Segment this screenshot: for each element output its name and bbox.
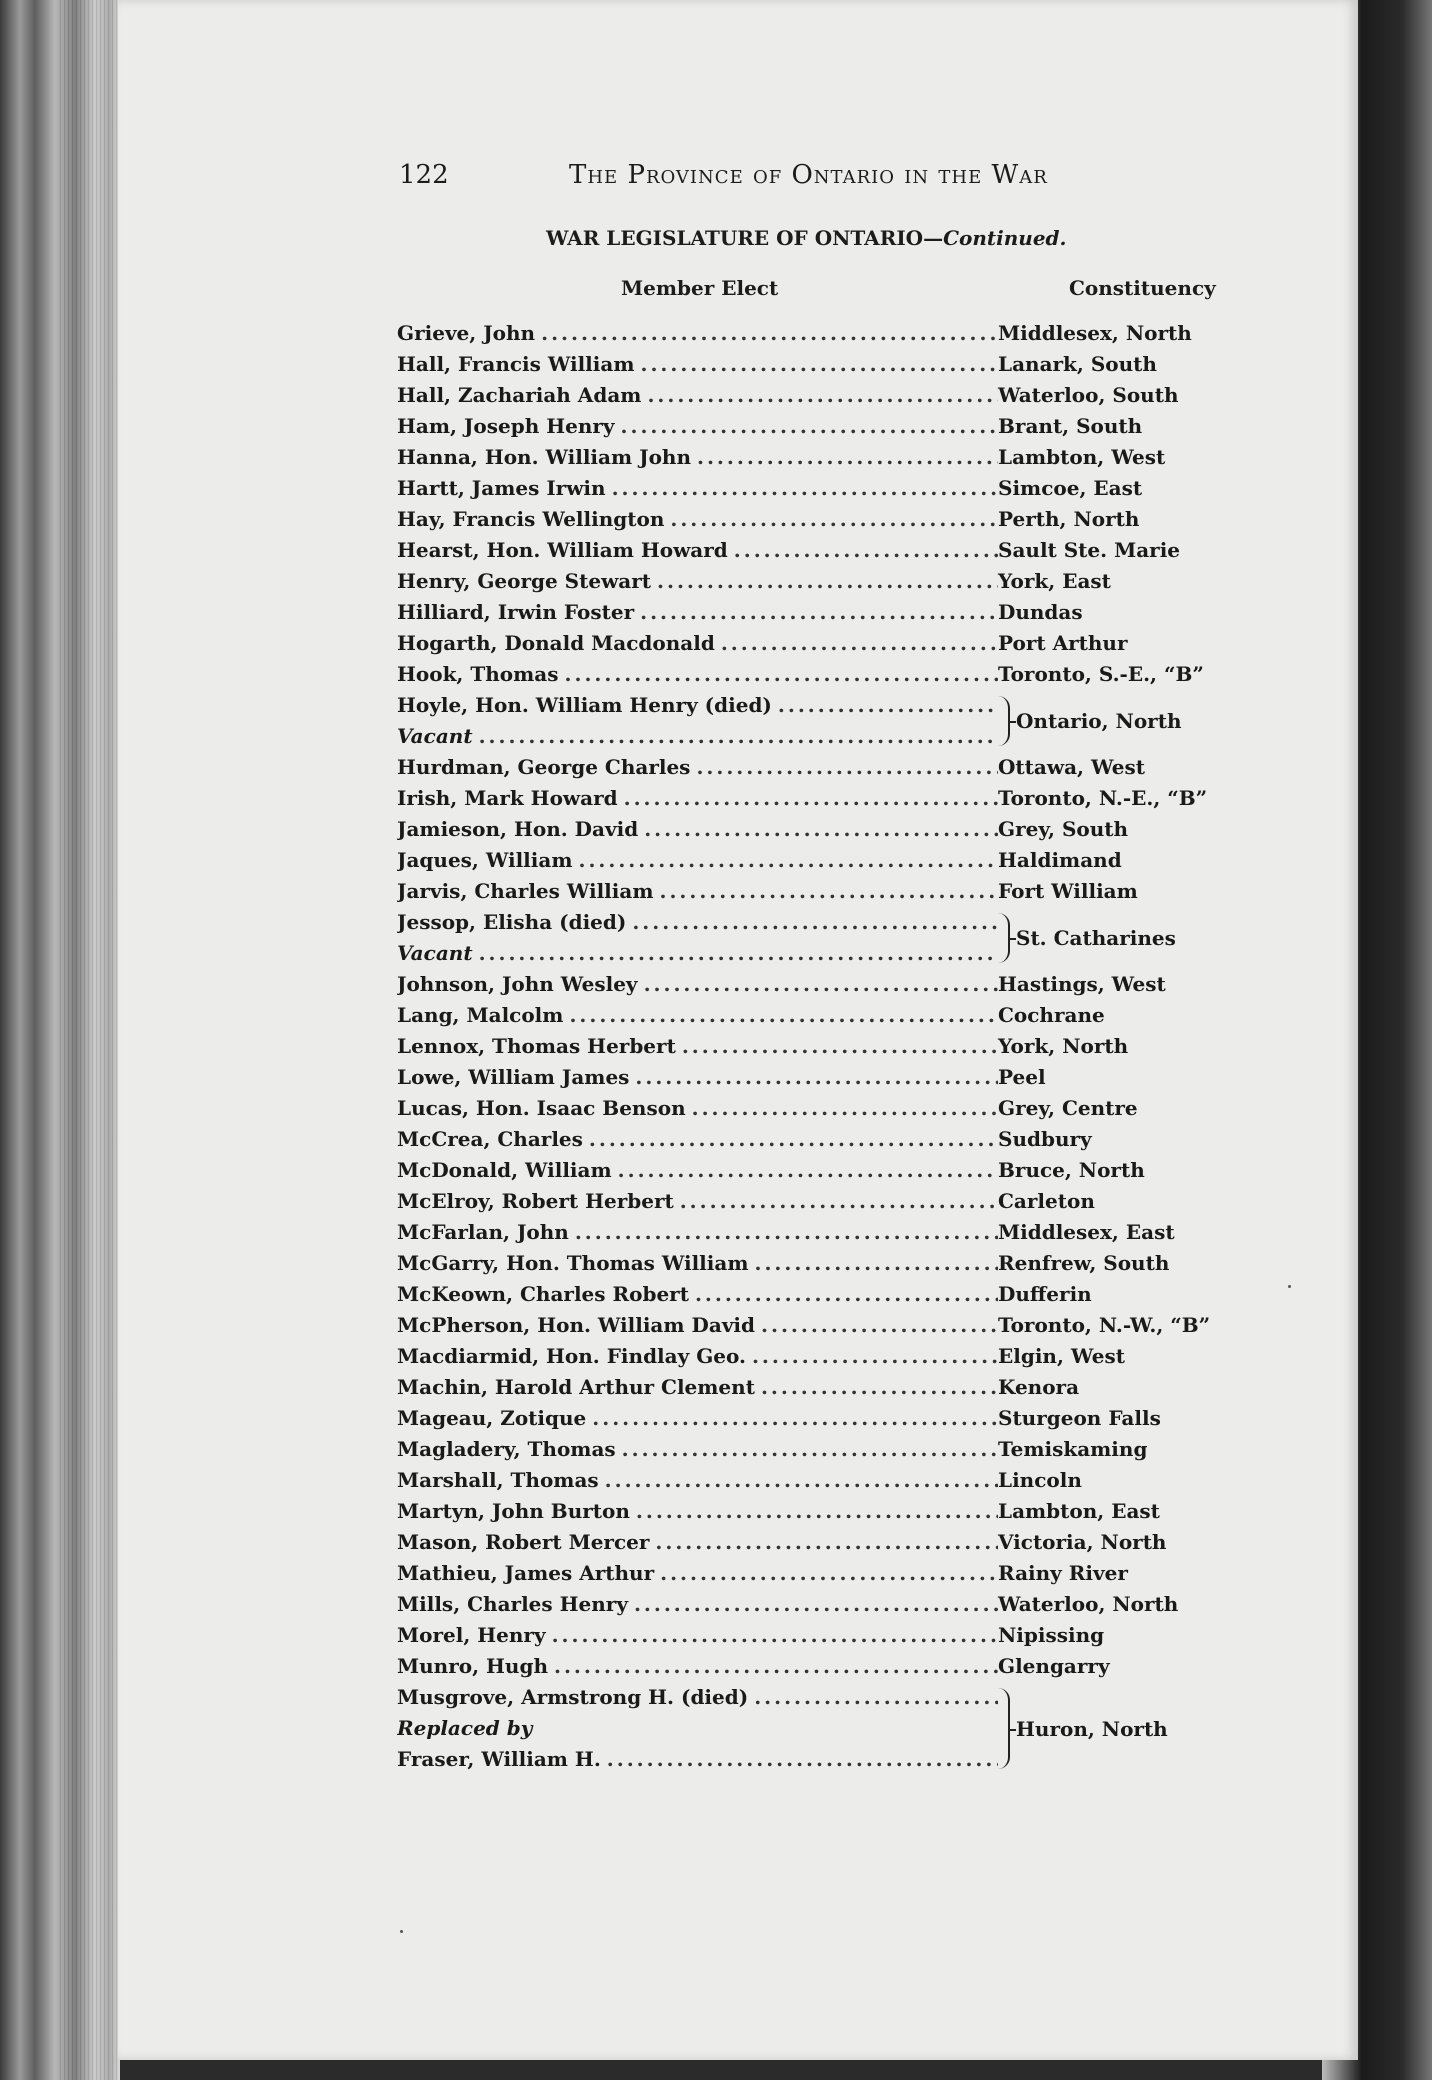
- table-row: [397, 1403, 1297, 1434]
- member-name: Morel, Henry: [397, 1623, 546, 1647]
- constituency-name: Sudbury: [998, 1127, 1092, 1151]
- constituency-name: Simcoe, East: [998, 476, 1143, 500]
- constituency-name: York, East: [998, 569, 1111, 593]
- table-row: [397, 1186, 1297, 1217]
- table-row: [397, 628, 1297, 659]
- member-cell: [397, 814, 998, 845]
- table-row: [397, 535, 1297, 566]
- member-name: Hogarth, Donald Macdonald: [397, 631, 715, 655]
- member-name: Grieve, John: [397, 321, 536, 345]
- constituency-name: Haldimand: [998, 848, 1122, 872]
- member-name: McCrea, Charles: [397, 1127, 583, 1151]
- member-cell: [397, 907, 998, 938]
- table-row: [397, 1341, 1297, 1372]
- constituency-name: Carleton: [998, 1189, 1095, 1213]
- member-cell: [397, 504, 998, 535]
- bracketed-entry: [397, 1682, 1297, 1775]
- member-name: Ham, Joseph Henry: [397, 414, 615, 438]
- member-cell: [397, 1620, 998, 1651]
- member-cell: [397, 1093, 998, 1124]
- member-cell: [397, 690, 998, 721]
- table-row: [397, 752, 1297, 783]
- table-row: [397, 1000, 1297, 1031]
- bracketed-members: [397, 907, 998, 969]
- leader-dots: [552, 1620, 998, 1651]
- leader-dots: [624, 783, 998, 814]
- leader-dots: [655, 1527, 998, 1558]
- member-cell: [397, 473, 998, 504]
- constituency-name: York, North: [998, 1034, 1129, 1058]
- table-row: [397, 1713, 998, 1744]
- member-cell: [397, 1465, 998, 1496]
- member-cell: [397, 1434, 998, 1465]
- constituency-name: Peel: [998, 1065, 1046, 1089]
- constituency-name: Huron, North: [1016, 1716, 1168, 1741]
- leader-dots: [605, 1465, 998, 1496]
- member-name: Mason, Robert Mercer: [397, 1530, 650, 1554]
- constituency-name: Nipissing: [998, 1623, 1105, 1647]
- member-cell: [397, 1651, 998, 1682]
- constituency-name: Toronto, S.-E., “B”: [998, 662, 1204, 686]
- constituency-name: Cochrane: [998, 1003, 1105, 1027]
- constituency-name: Brant, South: [998, 414, 1143, 438]
- member-cell: [397, 1496, 998, 1527]
- member-name: Hearst, Hon. William Howard: [397, 538, 728, 562]
- bracketed-members: [397, 690, 998, 752]
- constituency-name: Fort William: [998, 879, 1138, 903]
- member-cell: [397, 349, 998, 380]
- table-row: [397, 783, 1297, 814]
- leader-dots: [657, 566, 998, 597]
- constituency-name: Sturgeon Falls: [998, 1406, 1161, 1430]
- constituency-name: Rainy River: [998, 1561, 1128, 1585]
- member-name: Munro, Hugh: [397, 1654, 548, 1678]
- member-name: Replaced by: [397, 1716, 533, 1740]
- constituency-name: Bruce, North: [998, 1158, 1145, 1182]
- member-name: Jarvis, Charles William: [397, 879, 654, 903]
- leader-dots: [565, 659, 998, 690]
- page-header: [399, 160, 1229, 200]
- member-cell: [397, 1248, 998, 1279]
- constituency-name: Dufferin: [998, 1282, 1092, 1306]
- constituency-name: Toronto, N.-W., “B”: [998, 1313, 1211, 1337]
- leader-dots: [692, 1093, 998, 1124]
- bracketed-entry: [397, 907, 1297, 969]
- member-cell: [397, 1713, 998, 1744]
- leader-dots: [578, 845, 998, 876]
- leader-dots: [632, 907, 998, 938]
- table-row: [397, 814, 1297, 845]
- member-cell: [397, 597, 998, 628]
- table-row: [397, 1682, 998, 1713]
- table-row: [397, 938, 998, 969]
- column-header-member: Member Elect: [621, 276, 779, 300]
- table-row: [397, 1279, 1297, 1310]
- table-row: [397, 1093, 1297, 1124]
- table-row: [397, 1589, 1297, 1620]
- member-name: McPherson, Hon. William David: [397, 1313, 756, 1337]
- table-row: [397, 1744, 998, 1775]
- leader-dots: [479, 938, 998, 969]
- member-name: Martyn, John Burton: [397, 1499, 630, 1523]
- book-binding-left: [0, 0, 120, 2080]
- table-row: [397, 907, 998, 938]
- member-cell: [397, 628, 998, 659]
- leader-dots: [541, 318, 998, 349]
- table-row: [397, 1217, 1297, 1248]
- member-cell: [397, 566, 998, 597]
- table-row: [397, 504, 1297, 535]
- member-cell: [397, 845, 998, 876]
- member-cell: [397, 1155, 998, 1186]
- leader-dots: [761, 1310, 998, 1341]
- constituency-name: Lambton, West: [998, 445, 1166, 469]
- constituency-name: Renfrew, South: [998, 1251, 1170, 1275]
- leader-dots: [734, 535, 998, 566]
- member-name: Hartt, James Irwin: [397, 476, 606, 500]
- member-name: McElroy, Robert Herbert: [397, 1189, 674, 1213]
- table-row: [397, 1527, 1297, 1558]
- table-row: [397, 1062, 1297, 1093]
- member-name: Hanna, Hon. William John: [397, 445, 691, 469]
- member-name: McKeown, Charles Robert: [397, 1282, 689, 1306]
- leader-dots: [554, 1651, 998, 1682]
- bracketed-members: [397, 1682, 998, 1775]
- member-cell: [397, 1589, 998, 1620]
- member-cell: [397, 1062, 998, 1093]
- leader-dots: [569, 1000, 998, 1031]
- leader-dots: [618, 1155, 998, 1186]
- member-cell: [397, 1558, 998, 1589]
- table-row: [397, 442, 1297, 473]
- constituency-name: Temiskaming: [998, 1437, 1148, 1461]
- member-name: Hall, Zachariah Adam: [397, 383, 642, 407]
- paper-speck: [400, 1930, 403, 1933]
- constituency-name: Elgin, West: [998, 1344, 1125, 1368]
- member-name: Jamieson, Hon. David: [397, 817, 639, 841]
- member-name: Lang, Malcolm: [397, 1003, 564, 1027]
- leader-dots: [479, 721, 998, 752]
- table-row: [397, 969, 1297, 1000]
- leader-dots: [612, 473, 998, 504]
- table-row: [397, 1372, 1297, 1403]
- member-cell: [397, 721, 998, 752]
- table-row: [397, 566, 1297, 597]
- member-cell: [397, 1682, 998, 1713]
- table-row: [397, 1031, 1297, 1062]
- member-cell: [397, 442, 998, 473]
- constituency-name: Waterloo, South: [998, 383, 1179, 407]
- constituency-name: Kenora: [998, 1375, 1080, 1399]
- leader-dots: [635, 1062, 998, 1093]
- leader-dots: [621, 411, 998, 442]
- member-cell: [397, 1217, 998, 1248]
- table-row: [397, 411, 1297, 442]
- table-row: [397, 1248, 1297, 1279]
- constituency-name: Lanark, South: [998, 352, 1157, 376]
- member-cell: [397, 783, 998, 814]
- member-name: Magladery, Thomas: [397, 1437, 616, 1461]
- member-name: Henry, George Stewart: [397, 569, 652, 593]
- constituency-name: Hastings, West: [998, 972, 1166, 996]
- leader-dots: [659, 876, 998, 907]
- member-cell: [397, 1031, 998, 1062]
- member-name: Jaques, William: [397, 848, 573, 872]
- member-cell: [397, 535, 998, 566]
- constituency-name: Grey, Centre: [998, 1096, 1138, 1120]
- member-name: Vacant: [397, 724, 473, 748]
- member-cell: [397, 876, 998, 907]
- leader-dots: [647, 380, 998, 411]
- bracketed-entry: [397, 690, 1297, 752]
- table-row: [397, 1434, 1297, 1465]
- leader-dots: [752, 1341, 998, 1372]
- member-name: Fraser, William H.: [397, 1747, 601, 1771]
- leader-dots: [696, 752, 998, 783]
- constituency-name: Dundas: [998, 600, 1083, 624]
- member-cell: [397, 411, 998, 442]
- table-row: [397, 845, 1297, 876]
- constituency-name: St. Catharines: [1016, 926, 1176, 950]
- member-cell: [397, 1527, 998, 1558]
- member-cell: [397, 969, 998, 1000]
- constituency-name: Ontario, North: [1016, 709, 1182, 733]
- member-name: Mageau, Zotique: [397, 1406, 587, 1430]
- leader-dots: [761, 1372, 998, 1403]
- constituency-name: Ottawa, West: [998, 755, 1146, 779]
- table-title-main: WAR LEGISLATURE OF ONTARIO—: [546, 226, 944, 250]
- table-row: [397, 1155, 1297, 1186]
- constituency-name: Port Arthur: [998, 631, 1128, 655]
- constituency-name: Sault Ste. Marie: [998, 538, 1181, 562]
- table-row: [397, 876, 1297, 907]
- member-name: Macdiarmid, Hon. Findlay Geo.: [397, 1344, 746, 1368]
- running-title: The Province of Ontario in the War: [569, 160, 1048, 190]
- table-row: [397, 1496, 1297, 1527]
- member-name: McDonald, William: [397, 1158, 612, 1182]
- table-row: [397, 380, 1297, 411]
- table-row: [397, 1124, 1297, 1155]
- constituency-name: Lambton, East: [998, 1499, 1160, 1523]
- member-name: Johnson, John Wesley: [397, 972, 638, 996]
- constituency-name: Waterloo, North: [998, 1592, 1179, 1616]
- member-name: Vacant: [397, 941, 473, 965]
- leader-dots: [622, 1434, 998, 1465]
- leader-dots: [644, 969, 998, 1000]
- member-cell: [397, 1000, 998, 1031]
- table-row: [397, 1558, 1297, 1589]
- table-row: [397, 1651, 1297, 1682]
- leader-dots: [660, 1558, 998, 1589]
- table-row: [397, 597, 1297, 628]
- table-row: [397, 690, 998, 721]
- member-cell: [397, 1186, 998, 1217]
- leader-dots: [695, 1279, 998, 1310]
- member-name: McFarlan, John: [397, 1220, 569, 1244]
- leader-dots: [754, 1682, 998, 1713]
- constituency-name: Victoria, North: [998, 1530, 1167, 1554]
- constituency-name: Perth, North: [998, 507, 1140, 531]
- member-cell: [397, 1403, 998, 1434]
- leader-dots: [640, 597, 998, 628]
- curly-brace: [998, 1688, 1010, 1769]
- table-row: [397, 473, 1297, 504]
- table-row: [397, 1620, 1297, 1651]
- constituency-name: Toronto, N.-E., “B”: [998, 786, 1208, 810]
- member-cell: [397, 1744, 998, 1775]
- leader-dots: [589, 1124, 998, 1155]
- member-name: Machin, Harold Arthur Clement: [397, 1375, 755, 1399]
- leader-dots: [670, 504, 998, 535]
- member-cell: [397, 1124, 998, 1155]
- table-row: [397, 318, 1297, 349]
- member-cell: [397, 1279, 998, 1310]
- member-name: Hall, Francis William: [397, 352, 635, 376]
- member-name: Lowe, William James: [397, 1065, 630, 1089]
- leader-dots: [592, 1403, 998, 1434]
- member-cell: [397, 318, 998, 349]
- member-name: Hoyle, Hon. William Henry (died): [397, 693, 772, 717]
- member-name: Musgrove, Armstrong H. (died): [397, 1685, 749, 1709]
- table-row: [397, 1310, 1297, 1341]
- member-name: Hilliard, Irwin Foster: [397, 600, 635, 624]
- member-cell: [397, 752, 998, 783]
- member-cell: [397, 659, 998, 690]
- member-name: Hurdman, George Charles: [397, 755, 691, 779]
- leader-dots: [697, 442, 998, 473]
- member-name: McGarry, Hon. Thomas William: [397, 1251, 749, 1275]
- leader-dots: [644, 814, 998, 845]
- leader-dots: [682, 1031, 998, 1062]
- member-name: Mills, Charles Henry: [397, 1592, 628, 1616]
- member-name: Mathieu, James Arthur: [397, 1561, 655, 1585]
- leader-dots: [755, 1248, 999, 1279]
- leader-dots: [636, 1496, 998, 1527]
- table-row: [397, 349, 1297, 380]
- constituency-name: Middlesex, North: [998, 321, 1192, 345]
- member-name: Lennox, Thomas Herbert: [397, 1034, 676, 1058]
- constituency-name: Glengarry: [998, 1654, 1110, 1678]
- member-name: Jessop, Elisha (died): [397, 910, 627, 934]
- member-cell: [397, 380, 998, 411]
- curly-brace: [998, 696, 1010, 746]
- leader-dots: [607, 1744, 998, 1775]
- table-row: [397, 659, 1297, 690]
- member-name: Lucas, Hon. Isaac Benson: [397, 1096, 686, 1120]
- leader-dots: [575, 1217, 998, 1248]
- member-cell: [397, 938, 998, 969]
- leader-dots: [634, 1589, 998, 1620]
- member-cell: [397, 1341, 998, 1372]
- curly-brace: [998, 913, 1010, 963]
- table-row: [397, 1465, 1297, 1496]
- member-list: [397, 318, 1297, 1775]
- page-number: 122: [399, 160, 449, 190]
- table-title-continued: Continued.: [943, 226, 1067, 250]
- paper-speck: [1288, 1285, 1291, 1288]
- leader-dots: [721, 628, 998, 659]
- column-header-constituency: Constituency: [1069, 276, 1216, 300]
- leader-dots: [778, 690, 998, 721]
- member-name: Hay, Francis Wellington: [397, 507, 665, 531]
- leader-dots: [680, 1186, 998, 1217]
- member-name: Irish, Mark Howard: [397, 786, 618, 810]
- leader-dots: [640, 349, 998, 380]
- member-name: Marshall, Thomas: [397, 1468, 599, 1492]
- member-cell: [397, 1310, 998, 1341]
- table-row: [397, 721, 998, 752]
- table-title: [546, 226, 1067, 250]
- constituency-name: Lincoln: [998, 1468, 1082, 1492]
- member-name: Hook, Thomas: [397, 662, 559, 686]
- constituency-name: Middlesex, East: [998, 1220, 1175, 1244]
- constituency-name: Grey, South: [998, 817, 1129, 841]
- member-cell: [397, 1372, 998, 1403]
- book-page: [118, 0, 1358, 2060]
